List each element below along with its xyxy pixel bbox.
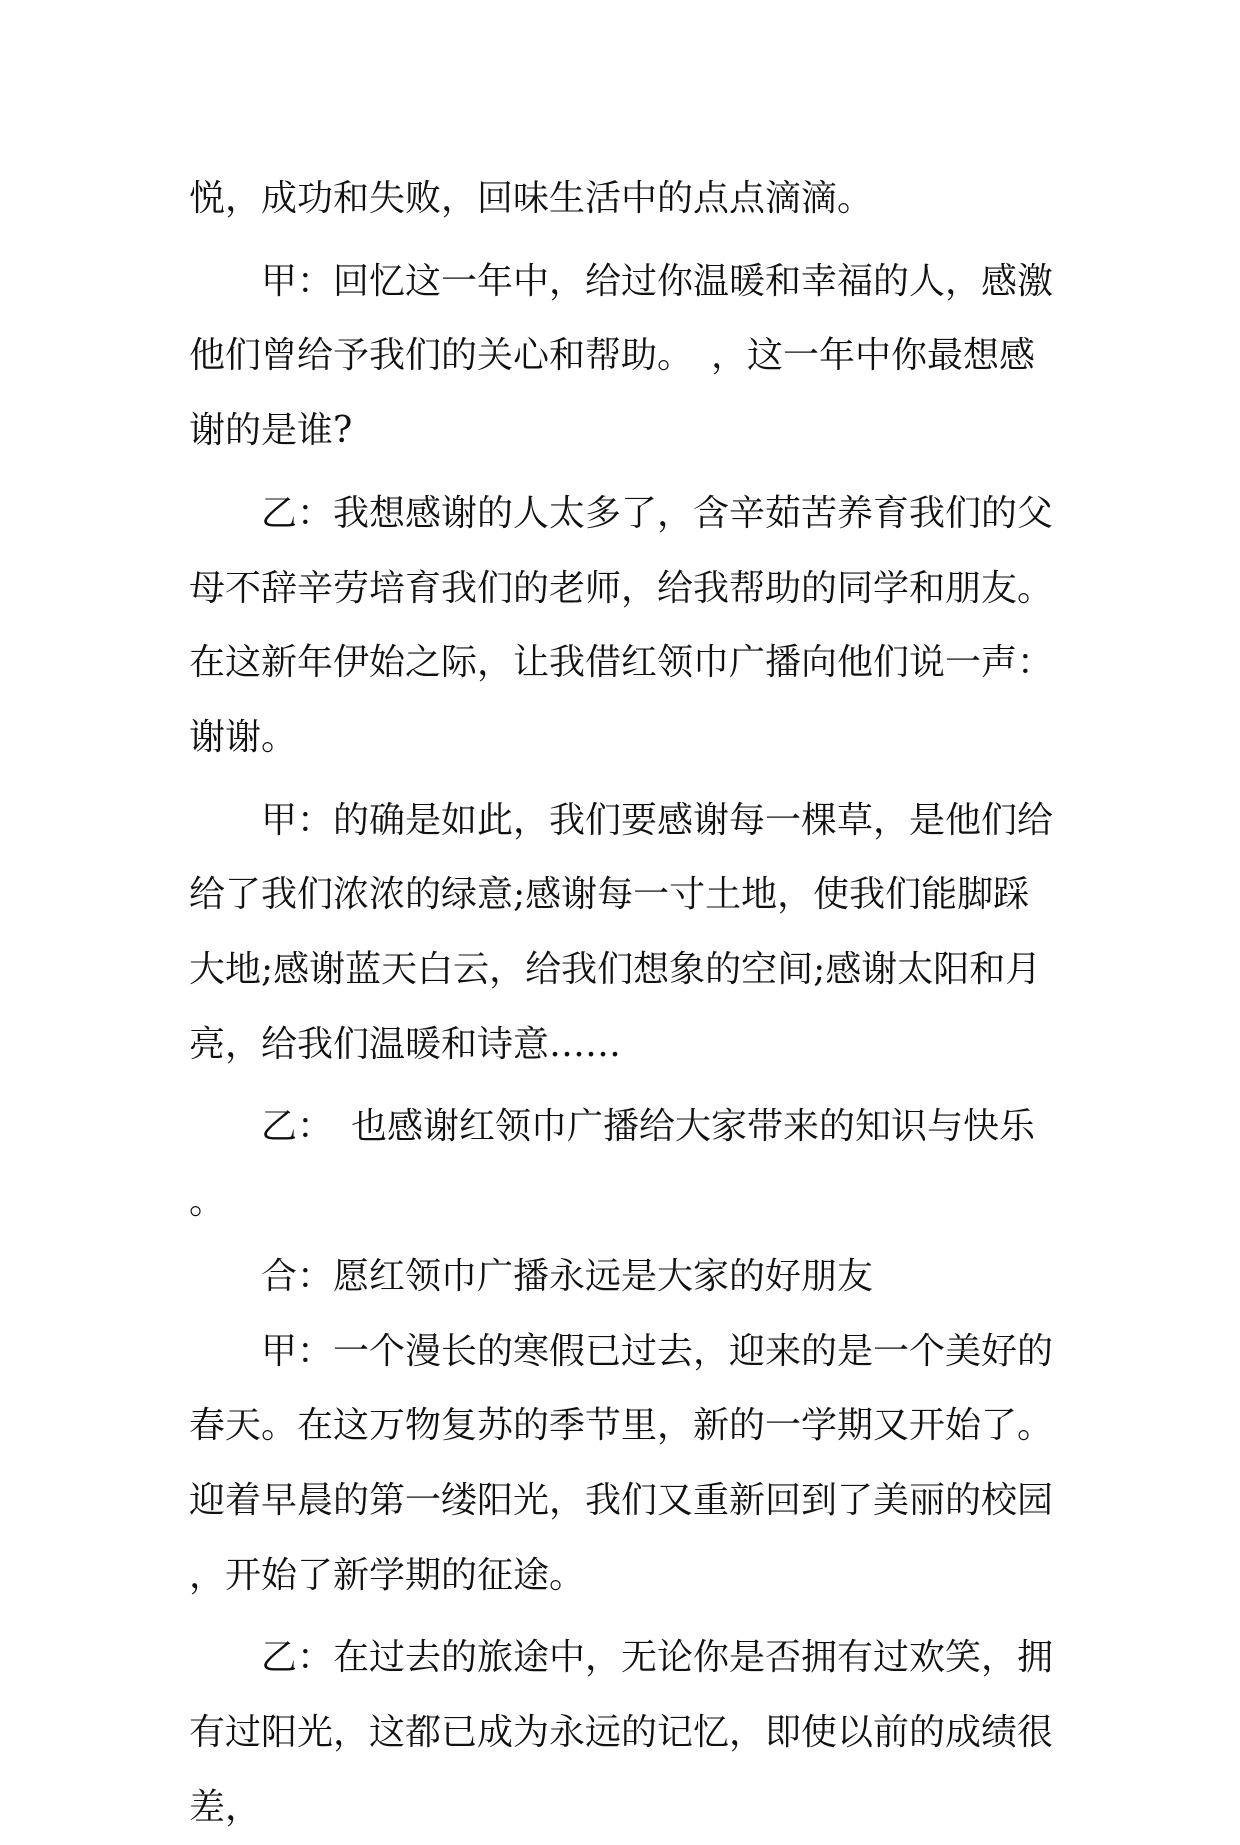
document-body bbox=[189, 162, 1059, 1845]
paragraph-4: 甲：的确是如此，我们要感谢每一棵草，是他们给给了我们浓浓的绿意;感谢每一寸土地，使我们能脚踩大地;感谢蓝天白云，给我们想象的空间;感谢太阳和月亮，给我们温暖和诗意…… bbox=[189, 799, 1054, 1065]
paragraph-5: 乙： 也感谢红领巾广播给大家带来的知识与快乐。 bbox=[189, 1106, 1036, 1223]
paragraph-2: 甲：回忆这一年中，给过你温暖和幸福的人，感激他们曾给予我们的关心和帮助。 ，这一年中你最想感谢的是谁? bbox=[189, 260, 1054, 452]
paragraph-7: 甲：一个漫长的寒假已过去，迎来的是一个美好的春天。在这万物复苏的季节里，新的一学期又开始了。迎着早晨的第一缕阳光，我们又重新回到了美丽的校园，开始了新学期的征途。 bbox=[189, 1330, 1054, 1596]
paragraph-3: 乙：我想感谢的人太多了，含辛茹苦养育我们的父母不辞辛劳培育我们的老师，给我帮助的同学和朋友。在这新年伊始之际，让我借红领巾广播向他们说一声：谢谢。 bbox=[189, 492, 1054, 758]
paragraph-8: 乙：在过去的旅途中，无论你是否拥有过欢笑，拥有过阳光，这都已成为永远的记忆，即使以前的成绩很差， bbox=[189, 1637, 1054, 1828]
paragraph-1: 悦，成功和失败，回味生活中的点点滴滴。 bbox=[189, 178, 874, 219]
paragraph-6: 合：愿红领巾广播永远是大家的好朋友 bbox=[261, 1255, 874, 1297]
